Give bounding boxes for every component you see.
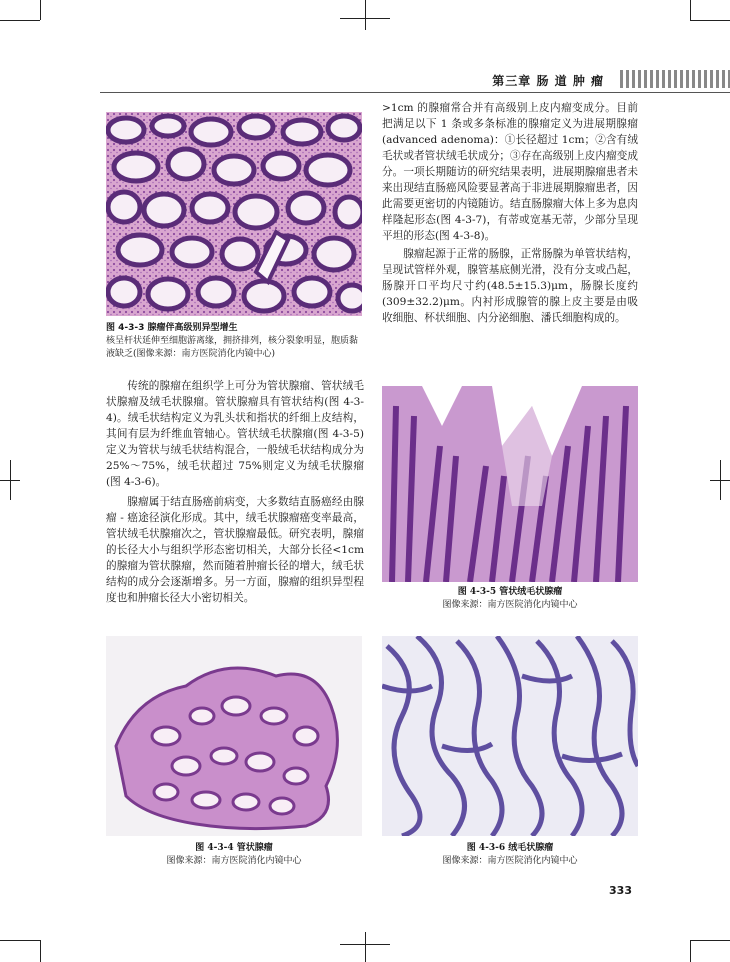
figure-4-3-4-caption [106,842,362,868]
crop-mark [690,940,691,962]
figure-4-3-5-caption [382,586,638,612]
crop-mark [40,940,41,962]
figure-4-3-5-image [382,386,638,582]
figure-4-3-6-caption [382,842,638,868]
crop-mark [690,20,730,21]
left-column [106,378,364,606]
right-column [382,100,638,326]
figure-4-3-4-title: 图 4-3-4 管状腺瘤 [195,843,273,853]
figure-4-3-6-image [382,636,638,836]
figure-4-3-5-title: 图 4-3-5 管状绒毛状腺瘤 [457,587,563,597]
chapter-title: 第三章 肠 道 肿 瘤 [492,74,604,88]
right-paragraph-1: >1cm 的腺瘤常合并有高级别上皮内瘤变成分。目前把满足以下 1 条或多条标准的腺瘤定义为进展期腺瘤(advanced adenoma)：①长径超过 1cm；②含有绒毛状或者管状绒毛状成分；③存在高级别上皮内瘤变成分。一项长期随访的研究结果表明，进展期腺瘤患者未来出现结直肠癌风险要显著高于非进展期腺瘤患者，因此需要更密切的内镜随访。结直肠腺瘤大体上多为息肉样隆起形态(图 4-3-7)，有蒂或宽基无蒂，少部分呈现平坦的形态(图 4-3-8)。 [382,102,638,242]
figure-4-3-5-source: 图像来源：南方医院消化内镜中心 [442,600,578,610]
figure-4-3-3-caption [106,322,364,361]
crop-mark [690,940,730,941]
figure-4-3-3-title: 图 4-3-3 腺瘤伴高级别异型增生 [106,323,238,333]
crop-mark [0,20,40,21]
left-paragraph-1: 传统的腺瘤在组织学上可分为管状腺瘤、管状绒毛状腺瘤及绒毛状腺瘤。管状腺瘤具有管状结构(图 4-3-4)。绒毛状结构定义为乳头状和指状的纤细上皮结构，其间有层为纤维血管轴心。管状绒毛状腺瘤(图 4-3-5)定义为管状与绒毛状结构混合，一般绒毛状结构成分为 25%～75%，绒毛状超过 75%则定义为绒毛状腺瘤(图 4-3-6)。 [106,380,364,488]
header-bar-pattern [620,70,730,88]
page-number: 333 [609,884,632,897]
crop-mark [690,0,691,20]
header-rule [100,92,730,93]
crop-mark [365,932,366,962]
figure-4-3-6-title: 图 4-3-6 绒毛状腺瘤 [466,843,554,853]
figure-4-3-3-image [106,112,362,316]
figure-4-3-6-source: 图像来源：南方医院消化内镜中心 [442,856,578,866]
figure-4-3-3-description: 核呈杆状延伸至细胞游离缘，拥挤排列，核分裂象明显，胞质黏液缺乏(图像来源：南方医院消化内镜中心) [106,336,359,359]
crop-mark [40,0,41,20]
figure-4-3-4-source: 图像来源：南方医院消化内镜中心 [166,856,302,866]
right-paragraph-2: 腺瘤起源于正常的肠腺，正常肠腺为单管状结构，呈现试管样外观，腺管基底侧光滑，没有分支或凸起，肠腺开口平均尺寸约(48.5±15.3)μm，肠腺长度约(309±32.2)μm。内衬形成腺管的腺上皮主要是由吸收细胞、杯状细胞、内分泌细胞、潘氏细胞构成的。 [382,248,638,324]
crop-mark [0,940,40,941]
crop-mark [365,0,366,30]
left-paragraph-2: 腺瘤属于结直肠癌前病变，大多数结直肠癌经由腺瘤 - 癌途径演化形成。其中，绒毛状腺瘤癌变率最高，管状绒毛状腺瘤次之，管状腺瘤最低。研究表明，腺瘤的长径大小与组织学形态密切相关，大部分长径<1cm 的腺瘤为管状腺瘤，然而随着肿瘤长径的增大，绒毛状结构的成分会逐渐增多。另一方面，腺瘤的组织异型程度也和肿瘤长径大小密切相关。 [106,496,364,604]
crop-mark [720,460,721,500]
crop-mark [10,460,11,500]
figure-4-3-4-image [106,636,362,836]
